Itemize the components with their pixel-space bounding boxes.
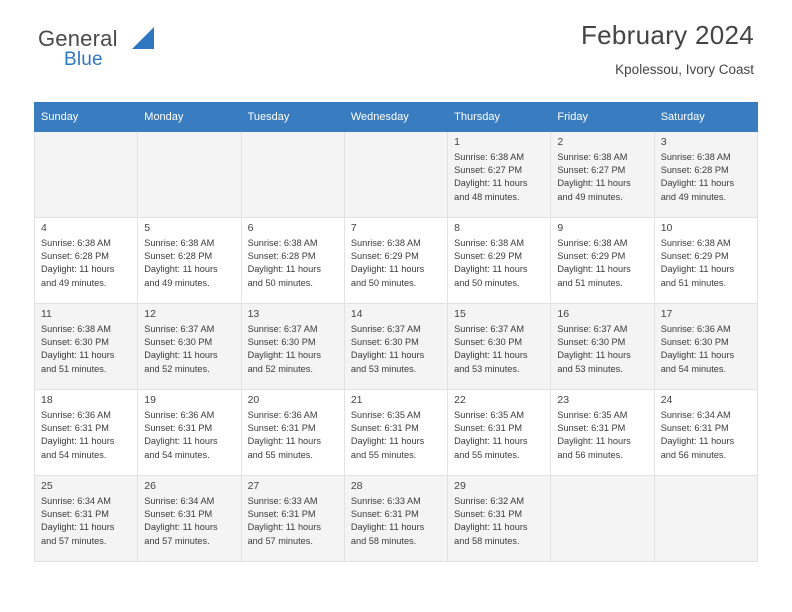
daylight-text-line1: Daylight: 11 hours (350, 264, 425, 275)
daylight-text-line1: Daylight: 11 hours (41, 522, 115, 533)
calendar-week-row (35, 390, 758, 476)
daylight-text-line1: Daylight: 11 hours (144, 436, 218, 447)
sunrise-text: Sunrise: 6:36 AM (247, 410, 318, 420)
calendar-day-cell (138, 132, 241, 218)
daylight-text-line2: and 51 minutes. (660, 277, 727, 288)
calendar-day-cell (448, 218, 551, 304)
daylight-text-line1: Daylight: 11 hours (41, 264, 115, 275)
sunset-text: Sunset: 6:31 PM (454, 509, 523, 520)
daylight-text-line2: and 49 minutes. (660, 191, 727, 202)
day-number: 10 (660, 222, 673, 234)
sunset-text: Sunset: 6:27 PM (557, 165, 626, 176)
day-number: 15 (454, 308, 466, 320)
calendar-day-cell (241, 390, 344, 476)
day-number: 25 (41, 480, 53, 492)
sunset-text: Sunset: 6:28 PM (41, 251, 109, 262)
brand-name-general: General (38, 26, 118, 51)
brand-logo (38, 26, 258, 71)
day-number: 13 (247, 308, 260, 320)
sunset-text: Sunset: 6:31 PM (557, 423, 626, 434)
sunrise-text: Sunrise: 6:35 AM (454, 410, 525, 420)
brand-name-blue: Blue (64, 49, 103, 70)
daylight-text-line2: and 49 minutes. (41, 277, 107, 288)
calendar-day-cell (448, 390, 551, 476)
day-number: 26 (144, 480, 156, 492)
calendar-day-cell (654, 218, 757, 304)
daylight-text-line2: and 55 minutes. (247, 449, 313, 460)
day-number: 17 (660, 308, 673, 320)
weekday-header-tuesday: Tuesday (241, 103, 344, 132)
daylight-text-line1: Daylight: 11 hours (557, 436, 631, 447)
daylight-text-line2: and 51 minutes. (557, 277, 623, 288)
day-details (557, 151, 648, 204)
sunset-text: Sunset: 6:28 PM (247, 251, 316, 262)
daylight-text-line2: and 57 minutes. (41, 535, 107, 546)
sunset-text: Sunset: 6:31 PM (247, 509, 316, 520)
daylight-text-line2: and 58 minutes. (454, 535, 520, 546)
daylight-text-line1: Daylight: 11 hours (247, 522, 321, 533)
sunrise-text: Sunrise: 6:35 AM (350, 410, 421, 420)
day-number: 12 (144, 308, 156, 320)
day-details (557, 237, 648, 290)
page-header (34, 0, 758, 77)
calendar-day-cell (35, 304, 138, 390)
daylight-text-line2: and 57 minutes. (144, 535, 210, 546)
calendar-day-cell (35, 218, 138, 304)
daylight-text-line2: and 51 minutes. (41, 363, 107, 374)
day-details (248, 323, 339, 376)
day-details (351, 495, 442, 548)
daylight-text-line1: Daylight: 11 hours (454, 436, 528, 447)
day-number: 14 (350, 308, 363, 320)
calendar-day-cell (654, 132, 757, 218)
weekday-header-saturday: Saturday (654, 103, 757, 132)
daylight-text-line2: and 53 minutes. (454, 363, 520, 374)
title-block (581, 20, 754, 77)
calendar-day-cell (344, 390, 447, 476)
calendar-day-cell (551, 390, 654, 476)
daylight-text-line1: Daylight: 11 hours (557, 178, 631, 189)
day-details (351, 323, 442, 376)
day-number: 27 (247, 480, 260, 492)
calendar-day-cell (551, 132, 654, 218)
calendar-day-cell (241, 476, 344, 562)
sunrise-text: Sunrise: 6:38 AM (660, 238, 731, 248)
sunrise-sunset-calendar (34, 102, 758, 562)
sunrise-text: Sunrise: 6:38 AM (41, 324, 111, 334)
day-number: 9 (557, 222, 564, 234)
calendar-day-cell (138, 304, 241, 390)
calendar-day-cell (35, 476, 138, 562)
day-details (661, 323, 752, 376)
calendar-day-cell (551, 218, 654, 304)
sunrise-text: Sunrise: 6:35 AM (557, 410, 628, 420)
sunrise-text: Sunrise: 6:36 AM (144, 410, 215, 420)
weekday-header-wednesday: Wednesday (344, 103, 447, 132)
sunrise-text: Sunrise: 6:38 AM (454, 238, 525, 248)
daylight-text-line2: and 50 minutes. (247, 277, 313, 288)
sunset-text: Sunset: 6:31 PM (144, 423, 213, 434)
calendar-week-row (35, 304, 758, 390)
daylight-text-line1: Daylight: 11 hours (454, 178, 528, 189)
sunrise-text: Sunrise: 6:38 AM (144, 238, 215, 248)
calendar-day-cell (344, 304, 447, 390)
day-details (661, 409, 752, 462)
calendar-day-cell (448, 132, 551, 218)
day-details (41, 237, 132, 290)
sunrise-text: Sunrise: 6:38 AM (247, 238, 318, 248)
daylight-text-line2: and 58 minutes. (350, 535, 417, 546)
calendar-day-cell (654, 390, 757, 476)
day-number: 4 (41, 222, 47, 234)
day-details (661, 151, 752, 204)
sunset-text: Sunset: 6:30 PM (247, 337, 316, 348)
daylight-text-line2: and 49 minutes. (557, 191, 623, 202)
sunrise-text: Sunrise: 6:32 AM (454, 496, 525, 506)
day-number: 1 (454, 136, 460, 148)
calendar-day-cell (448, 476, 551, 562)
day-details (41, 409, 132, 462)
day-details (144, 237, 235, 290)
sunset-text: Sunset: 6:31 PM (350, 509, 419, 520)
day-number: 6 (247, 222, 254, 234)
calendar-week-row (35, 132, 758, 218)
sunrise-text: Sunrise: 6:38 AM (557, 152, 628, 162)
daylight-text-line1: Daylight: 11 hours (557, 350, 631, 361)
sunset-text: Sunset: 6:31 PM (41, 423, 109, 434)
sunset-text: Sunset: 6:31 PM (350, 423, 419, 434)
day-number: 24 (660, 394, 673, 406)
sunset-text: Sunset: 6:30 PM (660, 337, 729, 348)
sunrise-text: Sunrise: 6:38 AM (660, 152, 731, 162)
sunset-text: Sunset: 6:29 PM (350, 251, 419, 262)
day-details (661, 237, 752, 290)
daylight-text-line1: Daylight: 11 hours (41, 350, 115, 361)
day-details (144, 409, 235, 462)
daylight-text-line1: Daylight: 11 hours (144, 264, 218, 275)
sunrise-text: Sunrise: 6:37 AM (454, 324, 525, 334)
triangle-logo-icon (132, 27, 154, 49)
day-number: 11 (41, 308, 52, 320)
day-number: 28 (350, 480, 363, 492)
calendar-day-cell (551, 304, 654, 390)
day-number: 8 (454, 222, 460, 234)
day-details (248, 409, 339, 462)
daylight-text-line2: and 54 minutes. (41, 449, 107, 460)
daylight-text-line2: and 50 minutes. (350, 277, 417, 288)
calendar-day-cell (241, 304, 344, 390)
day-number: 7 (350, 222, 357, 234)
weekday-header-monday: Monday (138, 103, 241, 132)
daylight-text-line2: and 54 minutes. (144, 449, 210, 460)
daylight-text-line1: Daylight: 11 hours (144, 522, 218, 533)
sunset-text: Sunset: 6:29 PM (454, 251, 523, 262)
weekday-header-friday: Friday (551, 103, 654, 132)
calendar-day-cell (241, 218, 344, 304)
sunrise-text: Sunrise: 6:34 AM (144, 496, 215, 506)
day-details (351, 237, 442, 290)
calendar-day-cell (344, 218, 447, 304)
calendar-day-cell (35, 390, 138, 476)
daylight-text-line1: Daylight: 11 hours (660, 350, 735, 361)
calendar-day-cell (654, 304, 757, 390)
sunset-text: Sunset: 6:31 PM (41, 509, 109, 520)
day-number: 5 (144, 222, 151, 234)
daylight-text-line2: and 49 minutes. (144, 277, 210, 288)
day-details (41, 495, 132, 548)
daylight-text-line2: and 52 minutes. (247, 363, 313, 374)
day-number: 21 (350, 394, 363, 406)
daylight-text-line1: Daylight: 11 hours (247, 436, 321, 447)
calendar-day-cell (138, 218, 241, 304)
day-details (454, 495, 545, 548)
sunrise-text: Sunrise: 6:36 AM (660, 324, 731, 334)
day-number: 20 (247, 394, 260, 406)
sunrise-text: Sunrise: 6:37 AM (247, 324, 318, 334)
daylight-text-line1: Daylight: 11 hours (660, 178, 735, 189)
day-details (557, 409, 648, 462)
daylight-text-line1: Daylight: 11 hours (454, 264, 528, 275)
daylight-text-line1: Daylight: 11 hours (557, 264, 631, 275)
day-number: 16 (557, 308, 570, 320)
day-details (454, 237, 545, 290)
day-details (248, 237, 339, 290)
day-details (454, 151, 545, 204)
day-details (248, 495, 339, 548)
sunset-text: Sunset: 6:30 PM (557, 337, 626, 348)
sunset-text: Sunset: 6:28 PM (144, 251, 213, 262)
daylight-text-line2: and 57 minutes. (247, 535, 313, 546)
weekday-header-sunday: Sunday (35, 103, 138, 132)
page-title: February 2024 (580, 20, 754, 50)
sunset-text: Sunset: 6:31 PM (247, 423, 316, 434)
daylight-text-line2: and 50 minutes. (454, 277, 520, 288)
daylight-text-line2: and 48 minutes. (454, 191, 520, 202)
calendar-day-cell (448, 304, 551, 390)
day-number: 29 (454, 480, 466, 492)
sunrise-text: Sunrise: 6:36 AM (41, 410, 111, 420)
sunrise-text: Sunrise: 6:37 AM (350, 324, 421, 334)
daylight-text-line2: and 56 minutes. (557, 449, 623, 460)
daylight-text-line2: and 54 minutes. (660, 363, 727, 374)
calendar-day-cell (35, 132, 138, 218)
daylight-text-line1: Daylight: 11 hours (247, 264, 321, 275)
calendar-day-cell (138, 390, 241, 476)
sunset-text: Sunset: 6:30 PM (454, 337, 523, 348)
daylight-text-line1: Daylight: 11 hours (454, 522, 528, 533)
sunrise-text: Sunrise: 6:34 AM (660, 410, 731, 420)
day-number: 22 (454, 394, 466, 406)
calendar-day-cell (241, 132, 344, 218)
daylight-text-line1: Daylight: 11 hours (660, 436, 735, 447)
day-number: 3 (660, 136, 667, 148)
day-details (454, 323, 545, 376)
day-details (144, 323, 235, 376)
daylight-text-line1: Daylight: 11 hours (247, 350, 321, 361)
sunrise-text: Sunrise: 6:38 AM (350, 238, 421, 248)
calendar-day-cell (551, 476, 654, 562)
weekday-header-thursday: Thursday (448, 103, 551, 132)
sunrise-text: Sunrise: 6:33 AM (350, 496, 421, 506)
day-details (144, 495, 235, 548)
sunset-text: Sunset: 6:29 PM (557, 251, 626, 262)
day-details (351, 409, 442, 462)
calendar-day-cell (138, 476, 241, 562)
day-number: 18 (41, 394, 53, 406)
calendar-week-row (35, 218, 758, 304)
day-number: 23 (557, 394, 570, 406)
calendar-week-row (35, 476, 758, 562)
sunrise-text: Sunrise: 6:33 AM (247, 496, 318, 506)
sunrise-text: Sunrise: 6:38 AM (41, 238, 111, 248)
sunrise-text: Sunrise: 6:38 AM (557, 238, 628, 248)
daylight-text-line1: Daylight: 11 hours (350, 436, 425, 447)
sunset-text: Sunset: 6:31 PM (144, 509, 213, 520)
sunrise-text: Sunrise: 6:38 AM (454, 152, 525, 162)
sunrise-text: Sunrise: 6:34 AM (41, 496, 111, 506)
daylight-text-line2: and 53 minutes. (350, 363, 417, 374)
sunset-text: Sunset: 6:28 PM (660, 165, 729, 176)
daylight-text-line1: Daylight: 11 hours (41, 436, 115, 447)
daylight-text-line1: Daylight: 11 hours (144, 350, 218, 361)
daylight-text-line2: and 53 minutes. (557, 363, 623, 374)
daylight-text-line2: and 56 minutes. (660, 449, 727, 460)
day-number: 19 (144, 394, 156, 406)
sunset-text: Sunset: 6:29 PM (660, 251, 729, 262)
calendar-day-cell (654, 476, 757, 562)
daylight-text-line1: Daylight: 11 hours (660, 264, 735, 275)
daylight-text-line2: and 55 minutes. (454, 449, 520, 460)
daylight-text-line1: Daylight: 11 hours (350, 350, 425, 361)
sunrise-text: Sunrise: 6:37 AM (144, 324, 215, 334)
sunset-text: Sunset: 6:31 PM (660, 423, 729, 434)
day-details (454, 409, 545, 462)
day-number: 2 (557, 136, 564, 148)
sunset-text: Sunset: 6:30 PM (41, 337, 109, 348)
sunset-text: Sunset: 6:30 PM (350, 337, 419, 348)
sunset-text: Sunset: 6:27 PM (454, 165, 523, 176)
day-details (557, 323, 648, 376)
calendar-day-cell (344, 132, 447, 218)
location-subtitle: Kpolessou, Ivory Coast (615, 62, 754, 77)
daylight-text-line2: and 55 minutes. (350, 449, 417, 460)
daylight-text-line1: Daylight: 11 hours (350, 522, 425, 533)
sunset-text: Sunset: 6:31 PM (454, 423, 523, 434)
daylight-text-line1: Daylight: 11 hours (454, 350, 528, 361)
calendar-day-cell (344, 476, 447, 562)
daylight-text-line2: and 52 minutes. (144, 363, 210, 374)
sunset-text: Sunset: 6:30 PM (144, 337, 213, 348)
day-details (41, 323, 132, 376)
weekday-header-row (35, 103, 758, 132)
sunrise-text: Sunrise: 6:37 AM (557, 324, 628, 334)
